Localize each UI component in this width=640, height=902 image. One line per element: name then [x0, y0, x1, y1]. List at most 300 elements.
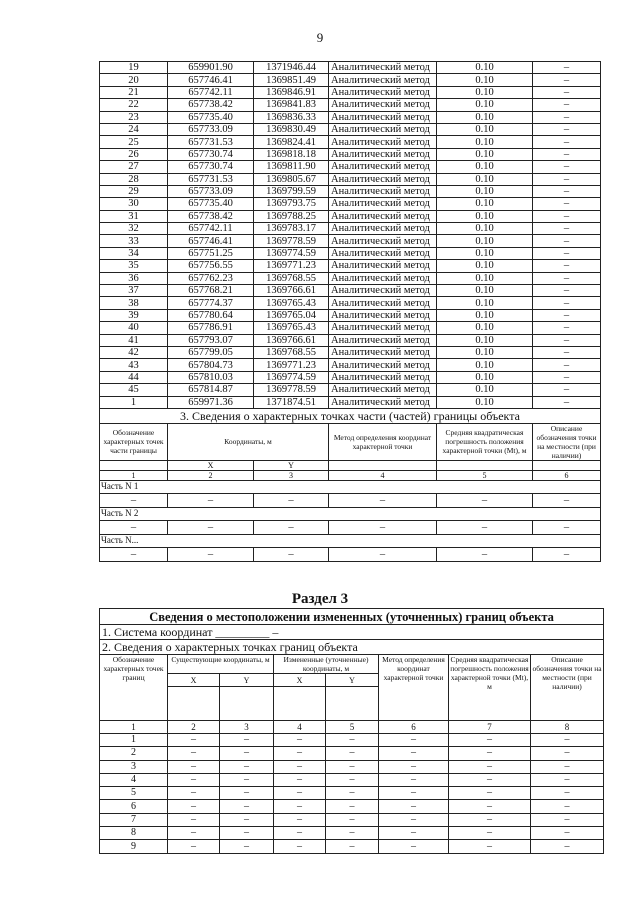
table-cell: 0.10	[437, 74, 533, 86]
table-cell: 1369793.75	[254, 198, 329, 210]
table-cell: 1369768.55	[254, 272, 329, 284]
dash-cell: –	[168, 547, 254, 561]
point-number: 5	[100, 787, 168, 800]
dash-cell: –	[326, 800, 379, 813]
table-cell: 28	[100, 173, 168, 185]
table-cell: Аналитический метод	[329, 198, 437, 210]
column-numbers-row	[100, 721, 604, 734]
dash-cell: –	[168, 773, 220, 786]
table-cell: Аналитический метод	[329, 111, 437, 123]
dash-cell: –	[449, 827, 531, 840]
table-cell: 1369841.83	[254, 99, 329, 111]
point-number: 4	[100, 773, 168, 786]
table-cell: Аналитический метод	[329, 223, 437, 235]
table-cell: 657738.42	[168, 99, 254, 111]
dash-cell: –	[326, 773, 379, 786]
table-cell: Аналитический метод	[329, 173, 437, 185]
table-cell: Аналитический метод	[329, 272, 437, 284]
table-cell: 0.10	[437, 148, 533, 160]
header-blank	[220, 687, 274, 721]
header-y: Y	[326, 674, 379, 687]
header-xy-row	[100, 460, 601, 470]
header-y: Y	[254, 460, 329, 470]
dash-cell: –	[533, 520, 601, 534]
table-cell: 657746.41	[168, 235, 254, 247]
table-cell: –	[533, 359, 601, 371]
table-cell: –	[533, 371, 601, 383]
table-cell: 1369765.43	[254, 297, 329, 309]
table-row	[100, 123, 601, 135]
dash-cell: –	[326, 787, 379, 800]
dash-cell: –	[449, 734, 531, 747]
point-number: 2	[100, 747, 168, 760]
table-cell: –	[533, 74, 601, 86]
table-row	[100, 148, 601, 160]
table-cell: 1369771.23	[254, 260, 329, 272]
table-row	[100, 827, 604, 840]
part-row	[100, 507, 601, 520]
dash-cell: –	[329, 493, 437, 507]
table-cell: 34	[100, 247, 168, 259]
table-cell: –	[533, 297, 601, 309]
dash-cell: –	[449, 840, 531, 853]
table-cell: 1371946.44	[254, 62, 329, 74]
header-blank	[168, 687, 220, 721]
table-cell: 0.10	[437, 247, 533, 259]
table-cell: Аналитический метод	[329, 86, 437, 98]
table-cell: 20	[100, 74, 168, 86]
title-row	[100, 609, 604, 625]
table-cell: 0.10	[437, 322, 533, 334]
table-cell: –	[533, 285, 601, 297]
dash-cell: –	[168, 734, 220, 747]
column-number: 8	[531, 721, 604, 734]
table-cell: 0.10	[437, 198, 533, 210]
boundary-points-body	[100, 62, 601, 562]
header-x: X	[168, 674, 220, 687]
dash-cell: –	[449, 787, 531, 800]
table-cell: 1369836.33	[254, 111, 329, 123]
column-number: 4	[329, 470, 437, 480]
dash-cell: –	[254, 547, 329, 561]
dash-cell: –	[274, 787, 326, 800]
table-row	[100, 272, 601, 284]
table-cell: 657804.73	[168, 359, 254, 371]
dash-cell: –	[274, 827, 326, 840]
table-cell: 0.10	[437, 346, 533, 358]
dash-cell: –	[449, 813, 531, 826]
table-row	[100, 111, 601, 123]
table-cell: 0.10	[437, 86, 533, 98]
table-cell: Аналитический метод	[329, 322, 437, 334]
dash-cell: –	[168, 787, 220, 800]
table-cell: 0.10	[437, 210, 533, 222]
dash-cell: –	[329, 547, 437, 561]
table-row	[100, 787, 604, 800]
table-cell: –	[533, 161, 601, 173]
table-cell: 1369818.18	[254, 148, 329, 160]
table-cell: 0.10	[437, 297, 533, 309]
header-blank	[274, 687, 326, 721]
table-cell: 657733.09	[168, 185, 254, 197]
coord-system: 1. Система координат _________ –	[100, 625, 604, 640]
table-cell: Аналитический метод	[329, 235, 437, 247]
table-cell: 657742.11	[168, 86, 254, 98]
dash-cell: –	[100, 547, 168, 561]
table-cell: –	[533, 384, 601, 396]
table-cell: –	[533, 322, 601, 334]
table-cell: 37	[100, 285, 168, 297]
table-cell: 24	[100, 123, 168, 135]
dash-cell: –	[274, 800, 326, 813]
header-blank	[329, 460, 437, 470]
point-number: 1	[100, 734, 168, 747]
table-cell: 657810.03	[168, 371, 254, 383]
table-cell: 1369788.25	[254, 210, 329, 222]
table-cell: –	[533, 346, 601, 358]
column-number: 3	[220, 721, 274, 734]
table-cell: –	[533, 136, 601, 148]
dash-cell: –	[326, 734, 379, 747]
point-number: 8	[100, 827, 168, 840]
table-cell: 0.10	[437, 371, 533, 383]
table-cell: 0.10	[437, 161, 533, 173]
table-row	[100, 185, 601, 197]
table-cell: 657730.74	[168, 161, 254, 173]
dash-cell: –	[531, 734, 604, 747]
table-row	[100, 161, 601, 173]
point-number: 3	[100, 760, 168, 773]
table-cell: –	[533, 62, 601, 74]
table-cell: Аналитический метод	[329, 384, 437, 396]
dash-cell: –	[220, 760, 274, 773]
table-cell: 44	[100, 371, 168, 383]
table-cell: 1371874.51	[254, 396, 329, 408]
dash-cell: –	[326, 827, 379, 840]
dash-cell: –	[168, 827, 220, 840]
dash-cell: –	[326, 747, 379, 760]
dash-cell: –	[449, 773, 531, 786]
column-number: 2	[168, 470, 254, 480]
table-cell: 1369778.59	[254, 384, 329, 396]
table-cell: 30	[100, 198, 168, 210]
table-cell: 1369771.23	[254, 359, 329, 371]
table-cell: 43	[100, 359, 168, 371]
dash-cell: –	[220, 787, 274, 800]
dash-cell: –	[379, 747, 449, 760]
table-cell: 0.10	[437, 99, 533, 111]
dash-cell: –	[326, 760, 379, 773]
section-heading: Раздел 3	[291, 591, 349, 607]
table-cell: –	[533, 86, 601, 98]
table-cell: Аналитический метод	[329, 161, 437, 173]
table-cell: 1369830.49	[254, 123, 329, 135]
part-dash-row	[100, 547, 601, 561]
table-cell: 0.10	[437, 123, 533, 135]
dash-cell: –	[379, 760, 449, 773]
point-number: 7	[100, 813, 168, 826]
table-cell: 45	[100, 384, 168, 396]
table-cell: Аналитический метод	[329, 62, 437, 74]
table-cell: Аналитический метод	[329, 346, 437, 358]
table-cell: 657814.87	[168, 384, 254, 396]
table-cell: 27	[100, 161, 168, 173]
header-description: Описание обозначения точки на местности (при наличии)	[531, 655, 604, 721]
dash-cell: –	[379, 787, 449, 800]
table-cell: 0.10	[437, 309, 533, 321]
header-y: Y	[220, 674, 274, 687]
table-row	[100, 813, 604, 826]
table-cell: –	[533, 260, 601, 272]
part-dash-row	[100, 520, 601, 534]
table-row	[100, 86, 601, 98]
table-cell: 31	[100, 210, 168, 222]
dash-cell: –	[379, 734, 449, 747]
table-cell: –	[533, 173, 601, 185]
dash-cell: –	[449, 800, 531, 813]
table-cell: 1369851.49	[254, 74, 329, 86]
column-number: 2	[168, 721, 220, 734]
part-row	[100, 534, 601, 547]
column-number: 5	[326, 721, 379, 734]
table-cell: 657746.41	[168, 74, 254, 86]
points-title-row	[100, 640, 604, 655]
dash-cell: –	[168, 813, 220, 826]
table-cell: Аналитический метод	[329, 123, 437, 135]
dash-cell: –	[531, 760, 604, 773]
table-cell: 29	[100, 185, 168, 197]
table-cell: 657786.91	[168, 322, 254, 334]
header-x: X	[168, 460, 254, 470]
table-cell: 1369765.43	[254, 322, 329, 334]
table-title: Сведения о местоположении измененных (уточненных) границ объекта	[100, 609, 604, 625]
dash-cell: –	[274, 747, 326, 760]
table-cell: 1369846.91	[254, 86, 329, 98]
table-cell: 657793.07	[168, 334, 254, 346]
header-description: Описание обозначения точки на местности (при наличии)	[533, 423, 601, 460]
dash-cell: –	[531, 827, 604, 840]
dash-cell: –	[168, 760, 220, 773]
table-cell: 0.10	[437, 396, 533, 408]
table-cell: 0.10	[437, 260, 533, 272]
dash-cell: –	[437, 493, 533, 507]
table-cell: 657735.40	[168, 111, 254, 123]
header-method: Метод определения координат характерной точки	[329, 423, 437, 460]
table-cell: 657730.74	[168, 148, 254, 160]
header-blank	[100, 460, 168, 470]
table-row	[100, 396, 601, 408]
table-cell: 35	[100, 260, 168, 272]
table-cell: –	[533, 148, 601, 160]
header-coordinates: Координаты, м	[168, 423, 329, 460]
table-cell: 42	[100, 346, 168, 358]
table-row	[100, 260, 601, 272]
table-cell: 0.10	[437, 359, 533, 371]
header-accuracy: Средняя квадратическая погрешность положения характерной точки (Mt), м	[437, 423, 533, 460]
dash-cell: –	[531, 813, 604, 826]
table-cell: Аналитический метод	[329, 334, 437, 346]
table-cell: Аналитический метод	[329, 297, 437, 309]
table-row	[100, 74, 601, 86]
table-cell: 38	[100, 297, 168, 309]
table-row	[100, 384, 601, 396]
table-cell: Аналитический метод	[329, 359, 437, 371]
section-title: 3. Сведения о характерных точках части (частей) границы объекта	[100, 408, 601, 423]
table-cell: Аналитический метод	[329, 148, 437, 160]
dash-cell: –	[531, 787, 604, 800]
page-number: 9	[316, 30, 324, 45]
table-cell: 1369768.55	[254, 346, 329, 358]
dash-cell: –	[437, 547, 533, 561]
table-cell: 1	[100, 396, 168, 408]
column-number: 6	[379, 721, 449, 734]
coord-system-row	[100, 625, 604, 640]
dash-cell: –	[531, 840, 604, 853]
table-cell: 0.10	[437, 62, 533, 74]
table-cell: Аналитический метод	[329, 99, 437, 111]
table-cell: 0.10	[437, 185, 533, 197]
header-accuracy: Средняя квадратическая погрешность положения характерной точки (Mt), м	[449, 655, 531, 721]
table-cell: 0.10	[437, 235, 533, 247]
table-cell: 0.10	[437, 111, 533, 123]
table-cell: 0.10	[437, 334, 533, 346]
column-number: 1	[100, 470, 168, 480]
table-cell: 659901.90	[168, 62, 254, 74]
dash-cell: –	[168, 840, 220, 853]
table-cell: Аналитический метод	[329, 136, 437, 148]
dash-cell: –	[254, 493, 329, 507]
table-cell: Аналитический метод	[329, 285, 437, 297]
column-numbers-row	[100, 470, 601, 480]
table-cell: 0.10	[437, 285, 533, 297]
table-cell: 1369824.41	[254, 136, 329, 148]
table-cell: –	[533, 198, 601, 210]
dash-cell: –	[274, 813, 326, 826]
table-cell: 1369783.17	[254, 223, 329, 235]
table-cell: Аналитический метод	[329, 371, 437, 383]
boundary-points-table	[99, 61, 601, 562]
table-cell: 657735.40	[168, 198, 254, 210]
section-title-row	[100, 408, 601, 423]
point-number: 6	[100, 800, 168, 813]
changed-boundaries-table	[99, 608, 604, 854]
table-cell: 1369811.90	[254, 161, 329, 173]
dash-cell: –	[531, 747, 604, 760]
table-cell: 0.10	[437, 223, 533, 235]
part-dash-row	[100, 493, 601, 507]
table-cell: 39	[100, 309, 168, 321]
dash-cell: –	[379, 840, 449, 853]
table-cell: Аналитический метод	[329, 260, 437, 272]
table-cell: 657742.11	[168, 223, 254, 235]
dash-cell: –	[254, 520, 329, 534]
table-cell: 25	[100, 136, 168, 148]
table-row	[100, 322, 601, 334]
table-row	[100, 359, 601, 371]
table-cell: 657762.23	[168, 272, 254, 284]
table-row	[100, 760, 604, 773]
table-row	[100, 734, 604, 747]
dash-cell: –	[220, 813, 274, 826]
table-cell: 659971.36	[168, 396, 254, 408]
table-cell: Аналитический метод	[329, 74, 437, 86]
dash-cell: –	[220, 773, 274, 786]
column-number: 5	[437, 470, 533, 480]
table-row	[100, 309, 601, 321]
dash-cell: –	[449, 747, 531, 760]
table-cell: 0.10	[437, 272, 533, 284]
dash-cell: –	[100, 520, 168, 534]
table-row	[100, 173, 601, 185]
dash-cell: –	[531, 773, 604, 786]
table-cell: 1369774.59	[254, 247, 329, 259]
table-cell: 26	[100, 148, 168, 160]
part-row	[100, 480, 601, 493]
dash-cell: –	[449, 760, 531, 773]
table-cell: 0.10	[437, 173, 533, 185]
dash-cell: –	[220, 800, 274, 813]
table-cell: –	[533, 247, 601, 259]
table-cell: –	[533, 309, 601, 321]
column-number: 7	[449, 721, 531, 734]
header-blank	[326, 687, 379, 721]
table-cell: 657774.37	[168, 297, 254, 309]
changed-boundaries-body	[100, 609, 604, 854]
table-cell: 41	[100, 334, 168, 346]
header-x: X	[274, 674, 326, 687]
table-cell: 1369799.59	[254, 185, 329, 197]
header-designation: Обозначение характерных точек границ	[100, 655, 168, 721]
table-cell: 19	[100, 62, 168, 74]
part-label: Часть N...	[100, 534, 601, 547]
dash-cell: –	[533, 547, 601, 561]
table-cell: –	[533, 123, 601, 135]
dash-cell: –	[274, 773, 326, 786]
table-row	[100, 62, 601, 74]
dash-cell: –	[379, 813, 449, 826]
header-existing: Существующие координаты, м	[168, 655, 274, 674]
table-row	[100, 235, 601, 247]
header-method: Метод определения координат характерной точки	[379, 655, 449, 721]
point-number: 9	[100, 840, 168, 853]
table-cell: –	[533, 235, 601, 247]
table-cell: 657731.53	[168, 173, 254, 185]
table-row	[100, 773, 604, 786]
dash-cell: –	[379, 800, 449, 813]
header-row	[100, 423, 601, 460]
dash-cell: –	[168, 520, 254, 534]
dash-cell: –	[220, 747, 274, 760]
table-row	[100, 99, 601, 111]
points-title: 2. Сведения о характерных точках границ объекта	[100, 640, 604, 655]
table-cell: 32	[100, 223, 168, 235]
table-cell: 1369766.61	[254, 285, 329, 297]
table-cell: –	[533, 185, 601, 197]
table-row	[100, 223, 601, 235]
table-cell: 33	[100, 235, 168, 247]
header-blank	[437, 460, 533, 470]
dash-cell: –	[100, 493, 168, 507]
dash-cell: –	[168, 800, 220, 813]
table-cell: 22	[100, 99, 168, 111]
dash-cell: –	[326, 840, 379, 853]
table-row	[100, 800, 604, 813]
table-cell: 657756.55	[168, 260, 254, 272]
table-cell: Аналитический метод	[329, 309, 437, 321]
column-number: 1	[100, 721, 168, 734]
table-cell: 36	[100, 272, 168, 284]
header-blank	[533, 460, 601, 470]
